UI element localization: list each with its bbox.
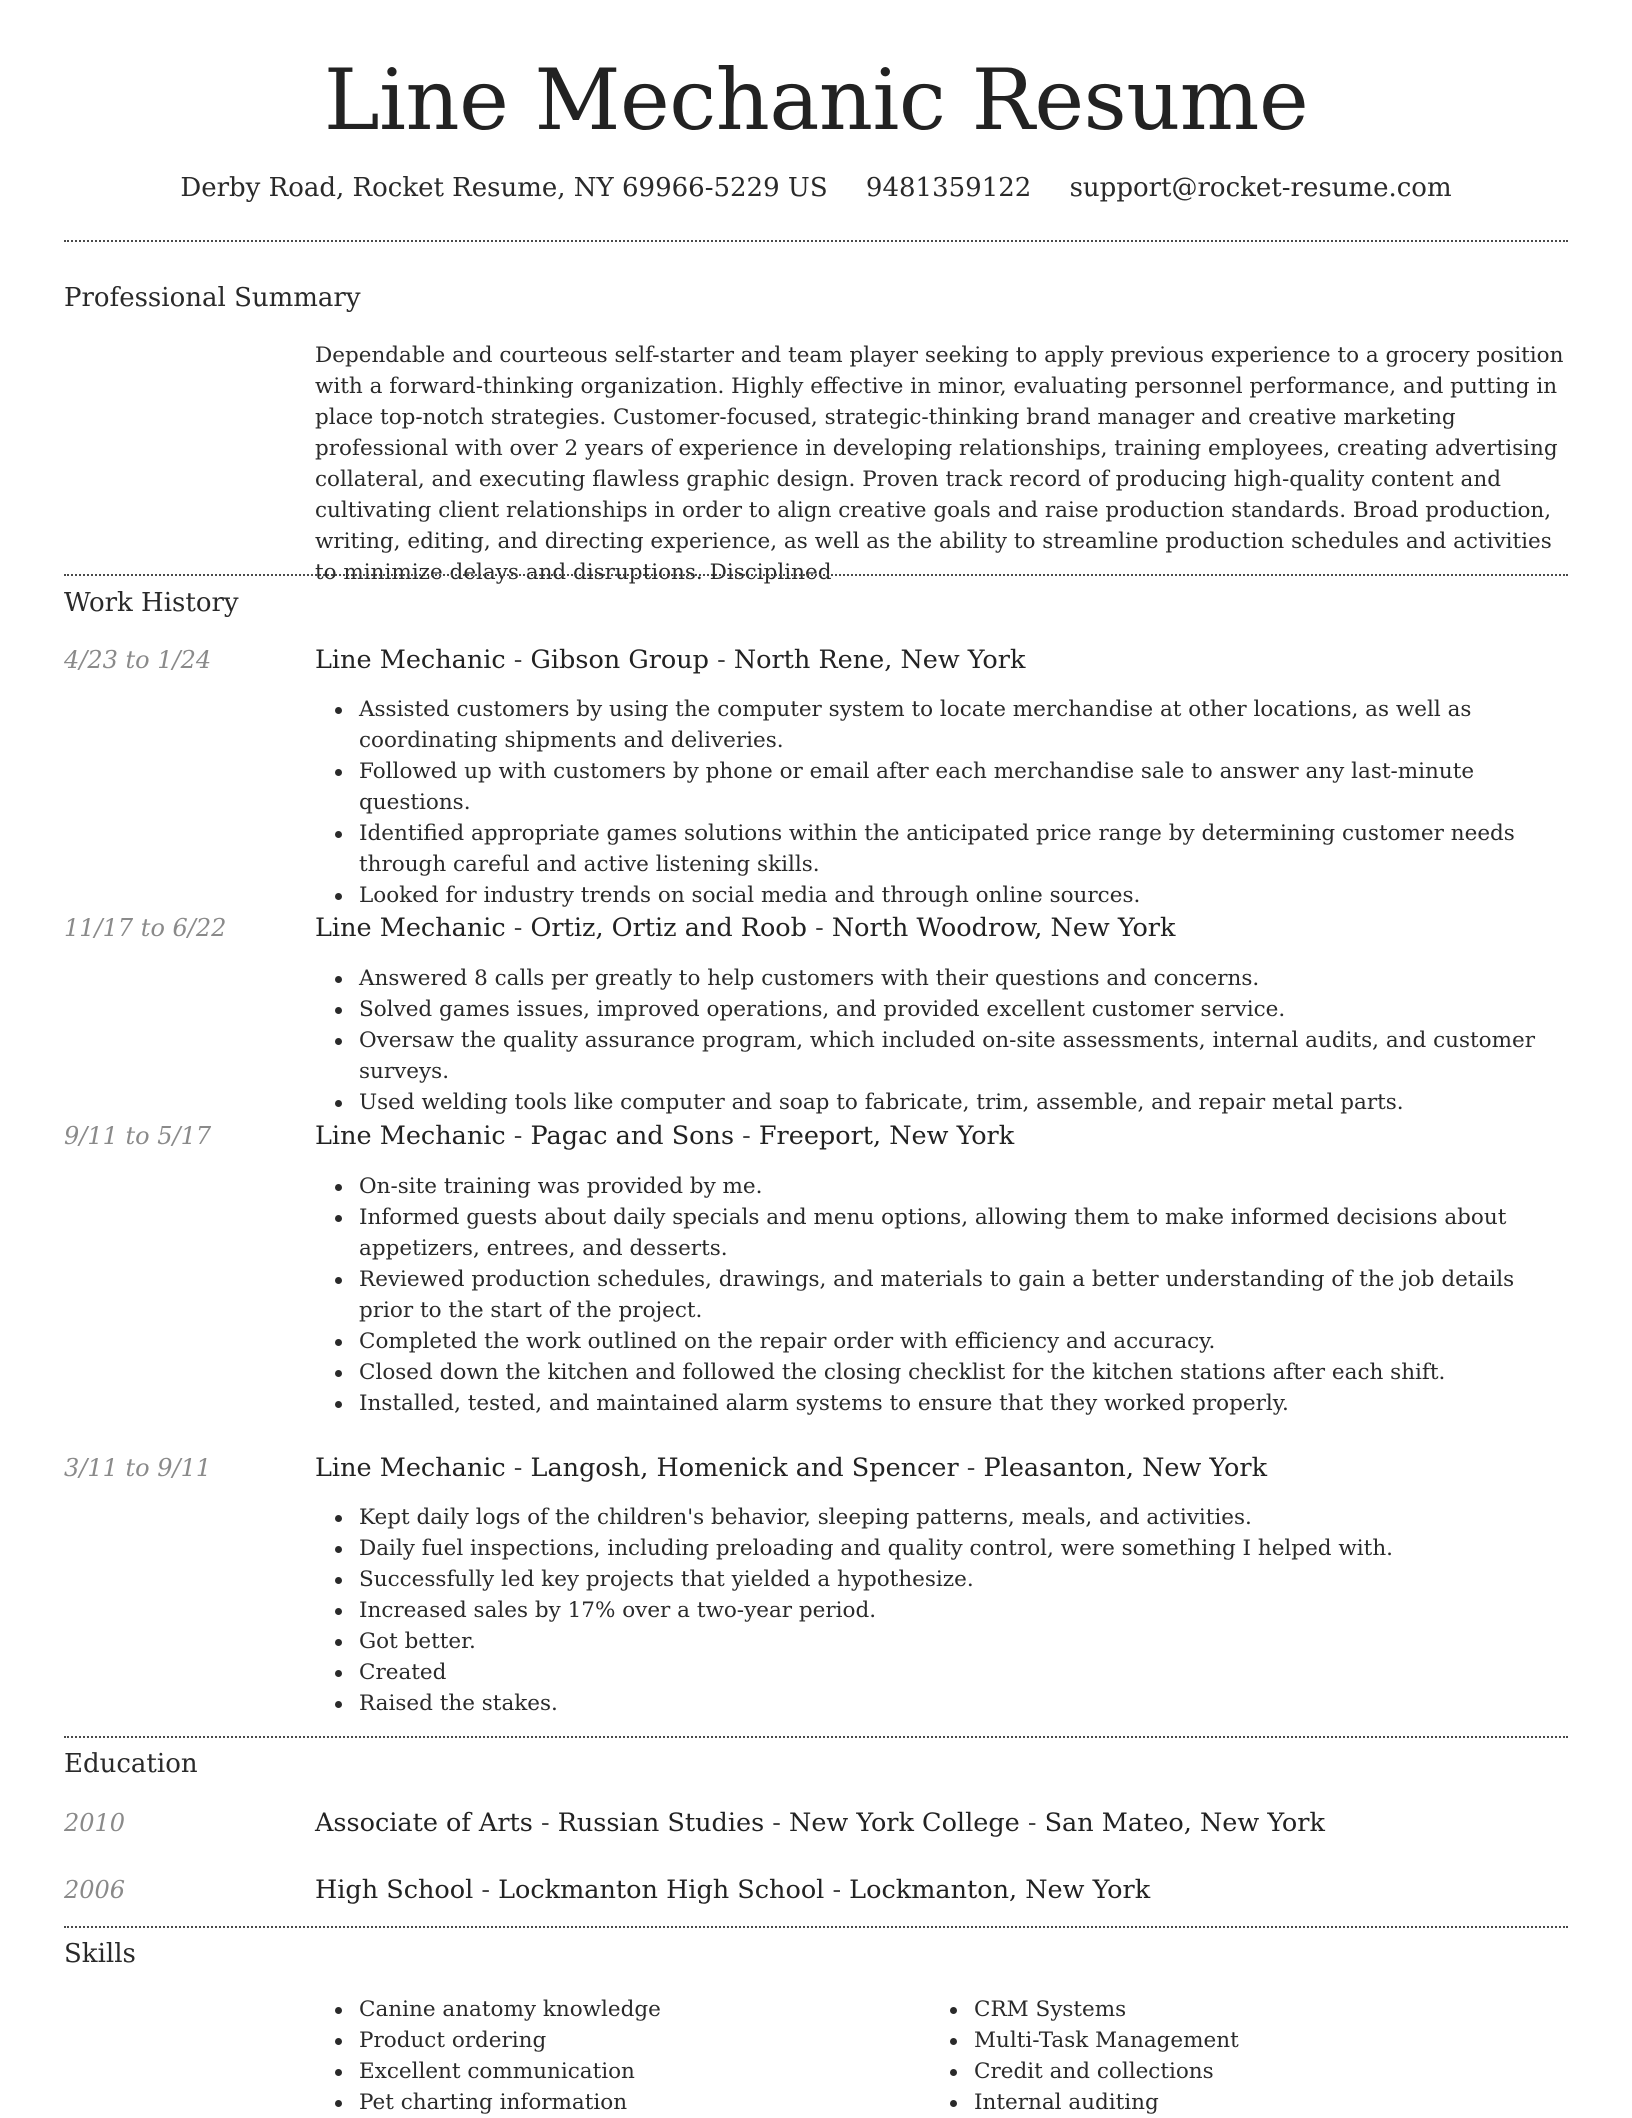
education-school: Lockmanton High School <box>498 1875 825 1905</box>
separator: - <box>734 1121 759 1151</box>
separator: - <box>709 645 734 675</box>
skill-item: CRM Systems <box>974 1994 1534 2025</box>
job-company: Gibson Group <box>530 645 709 675</box>
list-item: Solved games issues, improved operations, and provided excellent customer service. <box>359 994 1568 1025</box>
separator: - <box>473 1875 499 1905</box>
contact-address: Derby Road, Rocket Resume, NY 69966-5229 US <box>180 173 828 203</box>
separator: - <box>824 1875 850 1905</box>
list-item: Successfully led key projects that yielded a hypothesize. <box>359 1564 1568 1595</box>
list-item: Got better. <box>359 1626 1568 1657</box>
education-field: Russian Studies <box>557 1808 765 1838</box>
separator: - <box>806 913 832 943</box>
job-heading <box>315 642 1025 678</box>
list-item: Oversaw the quality assurance program, which included on-site assessments, internal audits, and customer surveys. <box>359 1025 1568 1087</box>
summary-text: Dependable and courteous self-starter and team player seeking to apply previous experience to a grocery position with a forward-thinking organization. Highly effective in minor, evaluating personnel performance, and putting in place top-notch strategies. Customer-focused, strategic-thinking brand manager and creative marketing professional with over 2 years of experience in developing relationships, training employees, creating advertising collateral, and executing flawless graphic design. Proven track record of producing high-quality content and cultivating client relationships in order to align creative goals and raise production standards. Broad production, writing, editing, and directing experience, as well as the ability to streamline production schedules and activities to minimize delays and disruptions. Disciplined <box>315 343 1564 585</box>
resume-page <box>64 0 1568 2115</box>
divider <box>64 240 1568 242</box>
job-position: Line Mechanic <box>315 913 506 943</box>
list-item: Closed down the kitchen and followed the closing checklist for the kitchen stations after each shift. <box>359 1357 1568 1388</box>
skill-item: Canine anatomy knowledge <box>359 1994 919 2025</box>
skill-item: Product ordering <box>359 2025 919 2056</box>
contact-line <box>64 168 1568 208</box>
skills-list-right <box>974 1994 1534 2118</box>
skill-item: Credit and collections <box>974 2056 1534 2087</box>
job-bullets <box>359 1502 1568 1719</box>
list-item: Answered 8 calls per greatly to help customers with their questions and concerns. <box>359 963 1568 994</box>
list-item: Kept daily logs of the children's behavior, sleeping patterns, meals, and activities. <box>359 1502 1568 1533</box>
job-location: North Rene, New York <box>733 645 1026 675</box>
separator: - <box>505 1121 531 1151</box>
list-item: Used welding tools like computer and soap to fabricate, trim, assemble, and repair metal parts. <box>359 1087 1568 1118</box>
list-item: Daily fuel inspections, including preloading and quality control, were something I helped with. <box>359 1533 1568 1564</box>
job-company: Ortiz, Ortiz and Roob <box>530 913 807 943</box>
education-degree: Associate of Arts <box>315 1808 533 1838</box>
job-dates: 3/11 to 9/11 <box>64 1454 212 1482</box>
skill-item: Excellent communication <box>359 2056 919 2087</box>
separator: - <box>505 645 531 675</box>
list-item: Increased sales by 17% over a two-year period. <box>359 1595 1568 1626</box>
job-dates: 11/17 to 6/22 <box>64 914 227 942</box>
list-item: Raised the stakes. <box>359 1688 1568 1719</box>
education-heading <box>315 1805 1325 1841</box>
list-item: Installed, tested, and maintained alarm systems to ensure that they worked properly. <box>359 1388 1568 1419</box>
section-title-work: Work History <box>64 588 239 618</box>
job-dates: 9/11 to 5/17 <box>64 1122 212 1150</box>
section-title-education: Education <box>64 1749 198 1779</box>
education-location: San Mateo, New York <box>1044 1808 1325 1838</box>
list-item: Looked for industry trends on social media and through online sources. <box>359 880 1568 911</box>
separator: - <box>764 1808 789 1838</box>
separator: - <box>505 1453 531 1483</box>
skills-list-left <box>359 1994 919 2118</box>
divider <box>64 1926 1568 1928</box>
separator: - <box>532 1808 558 1838</box>
separator: - <box>505 913 531 943</box>
list-item: Followed up with customers by phone or email after each merchandise sale to answer any last-minute questions. <box>359 756 1568 818</box>
job-position: Line Mechanic <box>315 1121 506 1151</box>
job-company: Langosh, Homenick and Spencer <box>530 1453 959 1483</box>
contact-email: support@rocket-resume.com <box>1069 173 1452 203</box>
divider <box>64 1736 1568 1738</box>
list-item: Created <box>359 1657 1568 1688</box>
separator: - <box>1019 1808 1045 1838</box>
list-item: Completed the work outlined on the repair order with efficiency and accuracy. <box>359 1326 1568 1357</box>
section-title-skills: Skills <box>64 1939 136 1969</box>
education-year: 2006 <box>64 1876 126 1904</box>
list-item: Assisted customers by using the computer system to locate merchandise at other locations, as well as coordinating shipments and deliveries. <box>359 694 1568 756</box>
job-position: Line Mechanic <box>315 645 506 675</box>
divider <box>64 574 1568 576</box>
job-location: North Woodrow, New York <box>831 913 1176 943</box>
job-bullets <box>359 963 1568 1118</box>
job-heading <box>315 1118 1014 1154</box>
job-position: Line Mechanic <box>315 1453 506 1483</box>
education-degree: High School <box>315 1875 474 1905</box>
job-bullets <box>359 1171 1568 1419</box>
education-heading <box>315 1872 1150 1908</box>
separator: - <box>958 1453 984 1483</box>
job-location: Freeport, New York <box>758 1121 1015 1151</box>
job-heading <box>315 910 1175 946</box>
education-school: New York College <box>789 1808 1020 1838</box>
resume-name: Line Mechanic Resume <box>323 51 1309 149</box>
job-location: Pleasanton, New York <box>983 1453 1268 1483</box>
skill-item: Internal auditing <box>974 2087 1534 2118</box>
job-dates: 4/23 to 1/24 <box>64 646 212 674</box>
job-bullets <box>359 694 1568 911</box>
education-location: Lockmanton, New York <box>849 1875 1151 1905</box>
job-heading <box>315 1450 1267 1486</box>
skill-item: Pet charting information <box>359 2087 919 2118</box>
skill-item: Multi-Task Management <box>974 2025 1534 2056</box>
list-item: Reviewed production schedules, drawings, and materials to gain a better understanding of the job details prior to the start of the project. <box>359 1264 1568 1326</box>
job-company: Pagac and Sons <box>530 1121 735 1151</box>
list-item: Identified appropriate games solutions within the anticipated price range by determining customer needs through careful and active listening skills. <box>359 818 1568 880</box>
list-item: On-site training was provided by me. <box>359 1171 1568 1202</box>
education-year: 2010 <box>64 1809 126 1837</box>
list-item: Informed guests about daily specials and menu options, allowing them to make informed decisions about appetizers, entrees, and desserts. <box>359 1202 1568 1264</box>
section-title-summary: Professional Summary <box>64 283 361 313</box>
contact-phone: 9481359122 <box>865 173 1032 203</box>
